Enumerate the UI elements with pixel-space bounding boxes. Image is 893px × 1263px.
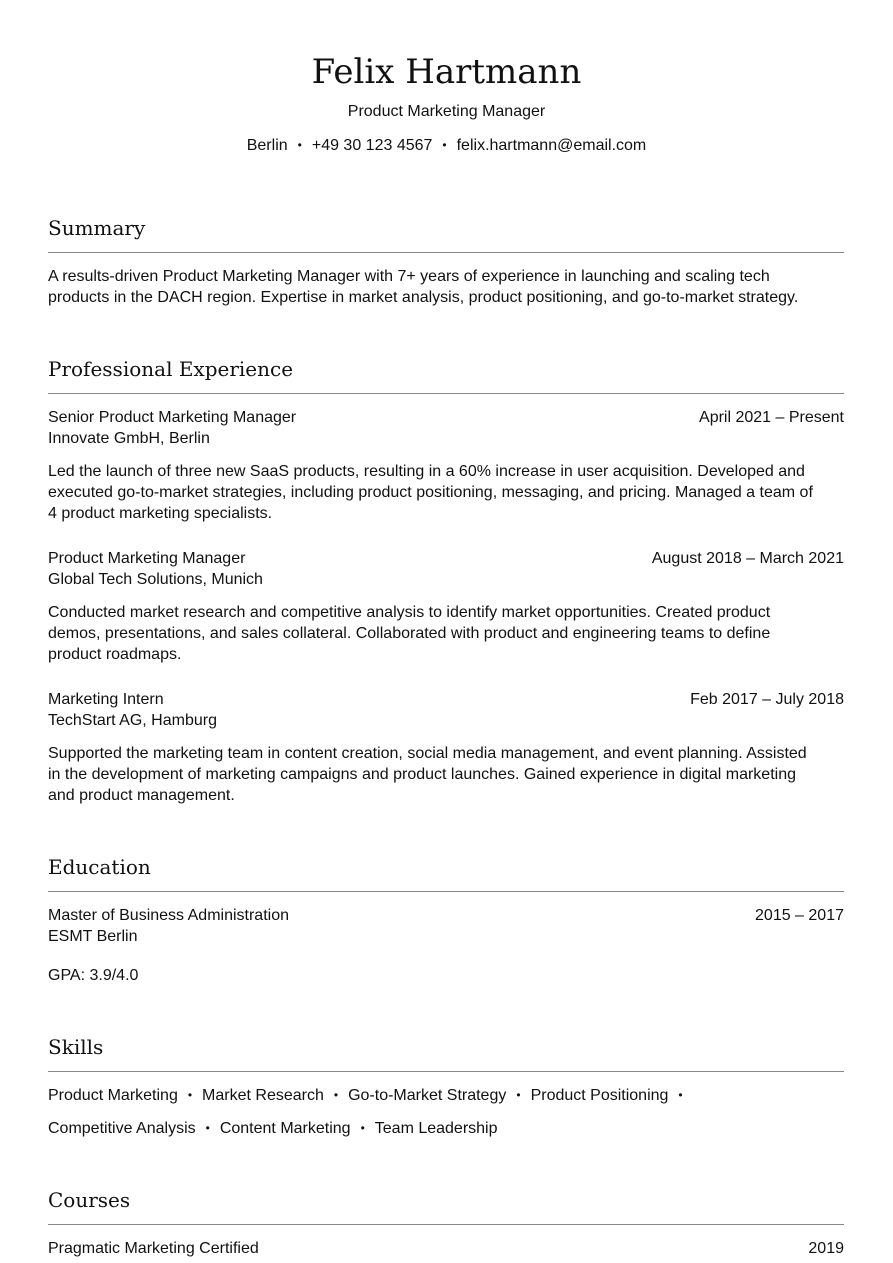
- separator-dot: •: [297, 138, 302, 152]
- course-name: Pragmatic Marketing Certified: [48, 1240, 259, 1257]
- candidate-name: Felix Hartmann: [311, 52, 582, 92]
- skill-item: Product Marketing: [48, 1087, 178, 1104]
- job-description: [48, 743, 844, 806]
- skill-item: Product Positioning: [530, 1087, 669, 1104]
- summary-text: [48, 266, 844, 308]
- job-description-line: Supported the marketing team in content creation, social media management, and event planning. Assisted: [48, 745, 807, 762]
- job-dates: Feb 2017 – July 2018: [690, 691, 844, 708]
- section-divider: [48, 1224, 844, 1225]
- job-description-line: Led the launch of three new SaaS products, resulting in a 60% increase in user acquisition. Developed and: [48, 463, 805, 480]
- skill-item: Market Research: [202, 1087, 324, 1104]
- job-description-line: demos, presentations, and sales collateral. Collaborated with product and engineering teams to define: [48, 625, 771, 642]
- education-school: ESMT Berlin: [48, 928, 138, 945]
- skills-row: [48, 1112, 844, 1145]
- separator-dot: •: [205, 1121, 210, 1135]
- course-year: 2019: [808, 1240, 844, 1257]
- separator-dot: •: [333, 1088, 339, 1102]
- job-company: Innovate GmbH, Berlin: [48, 430, 210, 447]
- job-company: TechStart AG, Hamburg: [48, 712, 217, 729]
- separator-dot: •: [187, 1088, 193, 1102]
- skills-list: [48, 1079, 844, 1145]
- contact-line: [0, 135, 893, 156]
- education-degree: Master of Business Administration: [48, 907, 289, 924]
- separator-dot: •: [678, 1088, 683, 1102]
- job-dates: August 2018 – March 2021: [651, 550, 844, 567]
- section-title-courses: Courses: [48, 1188, 131, 1212]
- job-description-line: Conducted market research and competitive analysis to identify market opportunities. Created product: [48, 604, 771, 621]
- education-header: [48, 905, 844, 926]
- job-description-line: executed go-to-market strategies, including product positioning, messaging, and pricing. Managed a team of: [48, 484, 813, 501]
- skill-item: Content Marketing: [219, 1120, 351, 1137]
- education-dates: 2015 – 2017: [755, 907, 844, 924]
- education-gpa: GPA: 3.9/4.0: [48, 967, 139, 984]
- section-divider: [48, 393, 844, 394]
- skills-row: [48, 1079, 844, 1112]
- job-description-line: product roadmaps.: [48, 646, 182, 663]
- skill-item: Team Leadership: [374, 1120, 498, 1137]
- job-description-line: and product management.: [48, 787, 235, 804]
- job-description-line: in the development of marketing campaigns and product launches. Gained experience in digital marketing: [48, 766, 796, 783]
- skill-item: Go-to-Market Strategy: [348, 1087, 507, 1104]
- separator-dot: •: [516, 1088, 521, 1102]
- job-description: [48, 461, 844, 524]
- section-title-education: Education: [48, 855, 151, 879]
- course-item: [48, 1238, 844, 1259]
- section-divider: [48, 1071, 844, 1072]
- job-position: Marketing Intern: [48, 691, 164, 708]
- job-company: Global Tech Solutions, Munich: [48, 571, 263, 588]
- job-description: [48, 602, 844, 665]
- contact-location: Berlin: [246, 137, 288, 154]
- job-description-line: 4 product marketing specialists.: [48, 505, 273, 522]
- contact-phone[interactable]: +49 30 123 4567: [311, 137, 433, 154]
- summary-line: A results-driven Product Marketing Manager with 7+ years of experience in launching and scaling tech: [48, 268, 770, 285]
- job-header: [48, 689, 844, 710]
- section-title-skills: Skills: [48, 1035, 104, 1059]
- section-divider: [48, 891, 844, 892]
- section-divider: [48, 252, 844, 253]
- separator-dot: •: [442, 138, 447, 152]
- job-dates: April 2021 – Present: [699, 409, 844, 426]
- separator-dot: •: [360, 1121, 365, 1135]
- job-position: Product Marketing Manager: [48, 550, 246, 567]
- candidate-role: Product Marketing Manager: [347, 103, 546, 120]
- skill-item: Competitive Analysis: [48, 1120, 196, 1137]
- job-header: [48, 548, 844, 569]
- section-title-experience: Professional Experience: [48, 357, 294, 381]
- job-position: Senior Product Marketing Manager: [48, 409, 297, 426]
- summary-line: products in the DACH region. Expertise in market analysis, product positioning, and go-to-market strategy.: [48, 289, 799, 306]
- section-title-summary: Summary: [48, 216, 146, 240]
- contact-email[interactable]: felix.hartmann@email.com: [456, 137, 647, 154]
- job-header: [48, 407, 844, 428]
